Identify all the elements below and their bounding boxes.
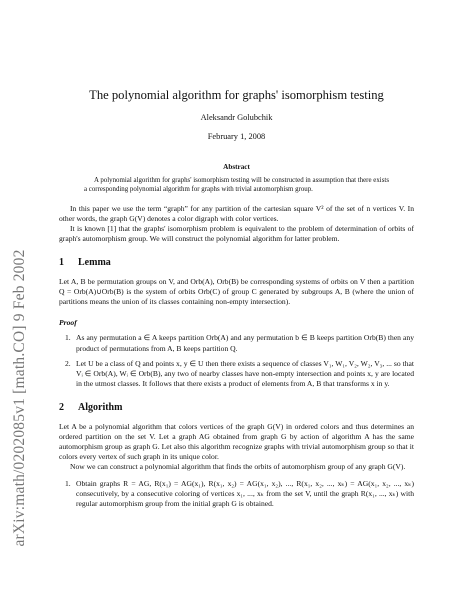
algorithm-step [59,479,414,510]
intro-paragraph: In this paper we use the term “graph” for any partition of the cartesian square V² of the set of n vertices V. In other words, the graph G(V) denotes a color digraph with color vertices. [59,203,414,223]
section-number: 1 [59,257,64,269]
item-text: Obtain graphs R = AG, R(x₁) = AG(x₁), R(x₁, x₂) = AG(x₁, x₂), ..., R(x₁, x₂, ..., xₖ) = AG(x₁, x₂, ..., xₖ) consecutively, by a consecutive coloring of vertices x₁, ..., xₖ from the set V, until the graph R(x₁, ..., xₖ) with regular automorphism group from the initial graph G is obtained. [76,478,414,509]
paper-page [59,88,414,514]
item-marker: 1. [65,478,71,488]
author: Aleksandr Golubchik [200,113,273,122]
proof-list [59,333,414,389]
section-number: 2 [59,402,64,414]
date: February 1, 2008 [207,132,266,142]
item-marker: 1. [65,333,71,343]
intro-paragraph: It is known [1] that the graphs' isomorphism problem is equivalent to the problem of determination of orbits of graph's automorphism group. We will construct the polynomial algorithm for latter problem. [59,224,414,244]
item-text: As any permutation a ∈ A keeps partition Orb(A) and any permutation b ∈ B keeps partition Orb(B) then any product of permutations from A, B keeps partition Q. [76,333,414,353]
section-title: Algorithm [78,402,123,414]
algorithm-paragraph: Now we can construct a polynomial algorithm that finds the orbits of automorphism group of any graph G(V). [70,462,406,472]
section-title: Lemma [78,257,111,269]
proof-item [59,359,414,390]
lemma-text: Let A, B be permutation groups on V, and Orb(A), Orb(B) be corresponding systems of orbits on V then a partition Q = Orb(A)∪Orb(B) is the system of orbits Orb(C) of group C generated by subgroups A, B (where the union of partitions means the union of its classes containing non-empty intersection). [59,276,414,307]
section-heading [59,258,414,268]
paper-title: The polynomial algorithm for graphs' isomorphism testing [89,88,384,102]
item-text: Let U be a class of Q and points x, y ∈ U then there exists a sequence of classes V₁, W₁, V₂, W₂, V₃, ... so that Vᵢ ∈ Orb(A), Wᵢ ∈ Orb(B), any two of nearby classes have non-empty intersection and points x, y are located in the utmost classes. It follows that there exists a product of elements from A, B that transforms x in y. [76,358,414,389]
proof-heading: Proof [59,318,77,328]
proof-item [59,333,414,353]
algorithm-steps [59,479,414,510]
abstract-heading: Abstract [223,163,250,172]
algorithm-paragraph: Let A be a polynomial algorithm that colors vertices of the graph G(V) in ordered colors and thus determines an ordered partition on the set V. Let a graph AG obtained from graph G by action of algorithm A has the same automorphism group as graph G. Let also this algorithm recognize graphs with trivial automorphism group so that it colors every vertex of such graph in its unique color. [59,421,414,462]
section-heading [59,403,414,413]
arxiv-id-text: arXiv:math/0202085v1 [math.CO] 9 Feb 2002 [11,249,28,547]
abstract-text: A polynomial algorithm for graphs' isomorphism testing will be constructed in assumption that there exists a corresponding polynomial algorithm for graphs with trivial automorphism group. [84,176,389,193]
item-marker: 2. [65,358,71,368]
arxiv-identifier [0,0,40,613]
